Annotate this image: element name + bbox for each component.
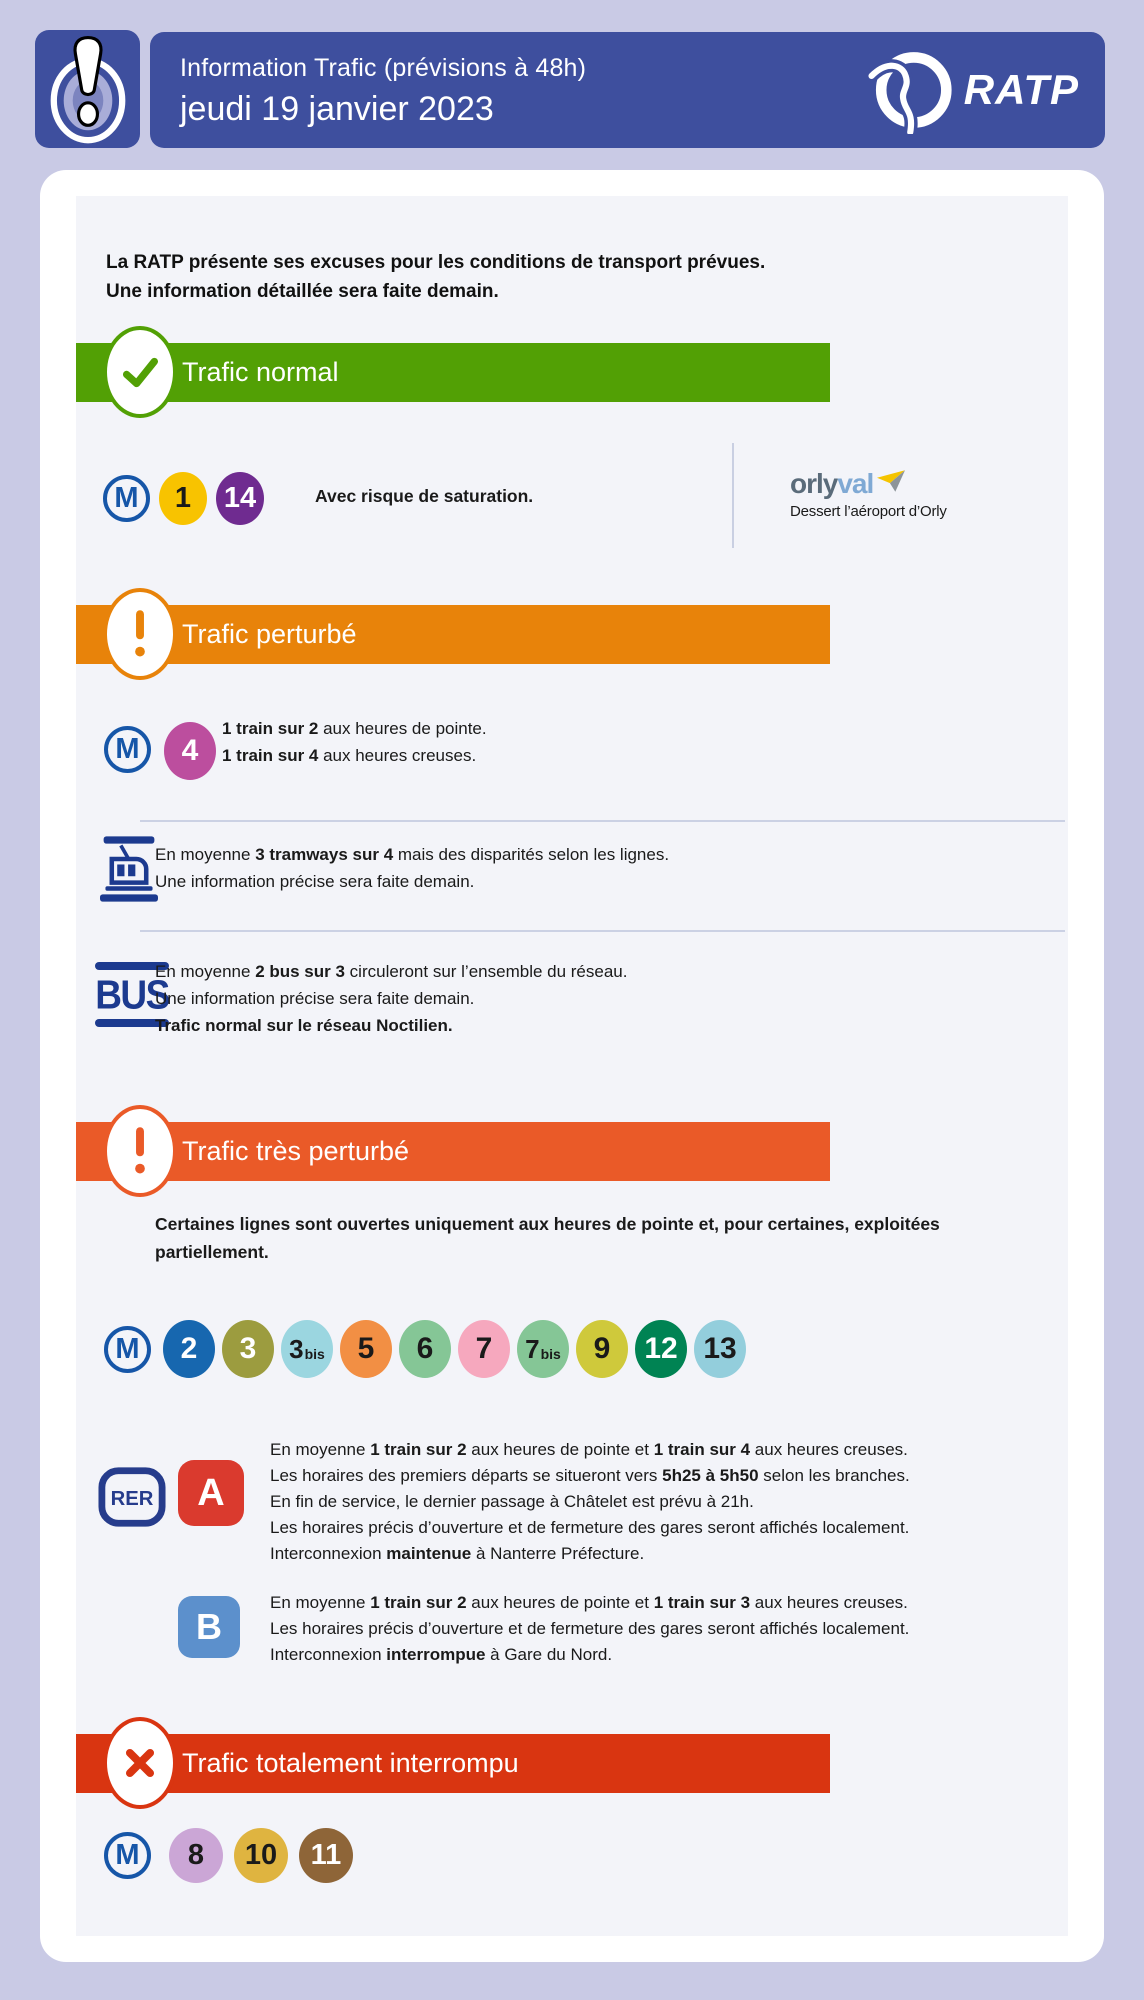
- tres-perturbe-intro: Certaines lignes sont ouvertes uniquement aux heures de pointe et, pour certaines, exploitées partiellement.: [155, 1214, 940, 1262]
- cross-icon: [117, 1740, 163, 1786]
- ratp-logo: [868, 46, 1079, 134]
- banner-title: Trafic totalement interrompu: [182, 1748, 519, 1778]
- rer-b-text: [270, 1590, 909, 1668]
- normal-lines-row: [103, 472, 264, 525]
- banner-trafic-interrompu: [76, 1734, 830, 1793]
- metro-line-badge-4: 4: [164, 722, 216, 780]
- exclamation-icon: [118, 1122, 162, 1180]
- rer-a-line-4: Les horaires précis d’ouverture et de fermeture des gares seront affichés localement.: [270, 1518, 910, 1537]
- metro-line-badge-5: 5: [340, 1320, 392, 1378]
- rer-a-text: [270, 1437, 910, 1567]
- metro-line-badge-3: 3: [222, 1320, 274, 1378]
- orlyval-logo: [790, 468, 947, 500]
- ratp-mark-icon: [868, 46, 956, 134]
- bus-line-3: Trafic normal sur le réseau Noctilien.: [155, 1016, 453, 1035]
- metro-line-badge-7bis: 7 bis: [517, 1320, 569, 1378]
- banner-title: Trafic perturbé: [182, 619, 357, 649]
- metro-logo: M: [104, 726, 151, 773]
- rer-a-badge: A: [178, 1460, 244, 1526]
- orlyval-logo-part1: orly: [790, 468, 838, 499]
- vertical-divider: [732, 443, 734, 548]
- metro-line-badge-13: 13: [694, 1320, 746, 1378]
- interrompu-lines-row: [104, 1828, 364, 1883]
- svg-text:RER: RER: [110, 1487, 154, 1510]
- metro-line-badge-11: 11: [299, 1828, 353, 1883]
- orlyval-block: [790, 468, 947, 520]
- bus-line-2: Une information précise sera faite demain.: [155, 989, 475, 1008]
- metro-logo: M: [104, 1832, 151, 1879]
- bus-icon-label: BUS: [95, 971, 169, 1018]
- bus-text: [155, 958, 627, 1039]
- orlyval-desc: Dessert l’aéroport d’Orly: [790, 503, 947, 520]
- header: [150, 32, 1105, 148]
- row-divider: [140, 820, 1065, 822]
- tram-line-1: En moyenne 3 tramways sur 4 mais des disparités selon les lignes.: [155, 845, 670, 864]
- tres-perturbe-lines-row: [104, 1320, 753, 1378]
- tram-icon: [100, 836, 158, 907]
- banner-trafic-perturbe: [76, 605, 830, 664]
- tram-text: [155, 841, 669, 895]
- rer-b-badge: B: [178, 1596, 240, 1658]
- rer-b-line-1: En moyenne 1 train sur 2 aux heures de pointe et 1 train sur 3 aux heures creuses.: [270, 1593, 908, 1612]
- tram-line-2: Une information précise sera faite demain.: [155, 872, 475, 891]
- rer-a-line-3: En fin de service, le dernier passage à Châtelet est prévu à 21h.: [270, 1492, 754, 1511]
- warning-bubble: [103, 1105, 177, 1197]
- warning-bubble: [103, 588, 177, 680]
- check-icon: [116, 348, 164, 396]
- metro-line-badge-6: 6: [399, 1320, 451, 1378]
- metro-logo: M: [104, 1326, 151, 1373]
- bus-line-1: En moyenne 2 bus sur 3 circuleront sur l’ensemble du réseau.: [155, 962, 628, 981]
- apology-notice: [106, 248, 765, 306]
- exclamation-rings-icon: [43, 24, 133, 152]
- metro4-line-2: 1 train sur 4 aux heures creuses.: [222, 746, 477, 765]
- metro4-text: [222, 715, 487, 769]
- rer-b-line-2: Les horaires précis d’ouverture et de fermeture des gares seront affichés localement.: [270, 1619, 910, 1638]
- rer-b-line-3: Interconnexion interrompue à Gare du Nord.: [270, 1645, 613, 1664]
- banner-title: Trafic très perturbé: [182, 1136, 410, 1166]
- metro-line-badge-7: 7: [458, 1320, 510, 1378]
- exclamation-icon: [118, 605, 162, 663]
- saturation-note: Avec risque de saturation.: [315, 486, 534, 506]
- apology-line-1: La RATP présente ses excuses pour les conditions de transport prévues.: [106, 252, 766, 273]
- rer-a-line-5: Interconnexion maintenue à Nanterre Préfecture.: [270, 1544, 645, 1563]
- rer-a-line-1: En moyenne 1 train sur 2 aux heures de pointe et 1 train sur 4 aux heures creuses.: [270, 1440, 908, 1459]
- orlyval-logo-part2: val: [837, 468, 874, 499]
- metro-line-badge-2: 2: [163, 1320, 215, 1378]
- row-divider: [140, 930, 1065, 932]
- check-bubble: [103, 326, 177, 418]
- page-title: Information Trafic (prévisions à 48h): [180, 54, 587, 82]
- metro4-line-1: 1 train sur 2 aux heures de pointe.: [222, 719, 487, 738]
- ratp-wordmark: RATP: [963, 66, 1079, 113]
- page-date: jeudi 19 janvier 2023: [180, 90, 494, 128]
- metro-line-badge-3bis: 3 bis: [281, 1320, 333, 1378]
- rer-logo: [98, 1466, 166, 1533]
- rer-a-line-2: Les horaires des premiers départs se situeront vers 5h25 à 5h50 selon les branches.: [270, 1466, 910, 1485]
- banner-trafic-normal: [76, 343, 830, 402]
- metro-line-badge-9: 9: [576, 1320, 628, 1378]
- metro-line-badge-12: 12: [635, 1320, 687, 1378]
- banner-trafic-tres-perturbe: [76, 1122, 830, 1181]
- metro-logo: M: [103, 475, 150, 522]
- metro-line-badge-14: 14: [216, 472, 264, 525]
- metro-line-badge-10: 10: [234, 1828, 288, 1883]
- cross-bubble: [103, 1717, 177, 1809]
- alert-badge-box: [35, 30, 140, 148]
- apology-line-2: Une information détaillée sera faite demain.: [106, 281, 499, 302]
- orlyval-arrow-icon: [877, 470, 905, 492]
- banner-title: Trafic normal: [182, 357, 339, 387]
- metro-line-badge-8: 8: [169, 1828, 223, 1883]
- content-panel: [76, 196, 1068, 1936]
- metro-line-badge-1: 1: [159, 472, 207, 525]
